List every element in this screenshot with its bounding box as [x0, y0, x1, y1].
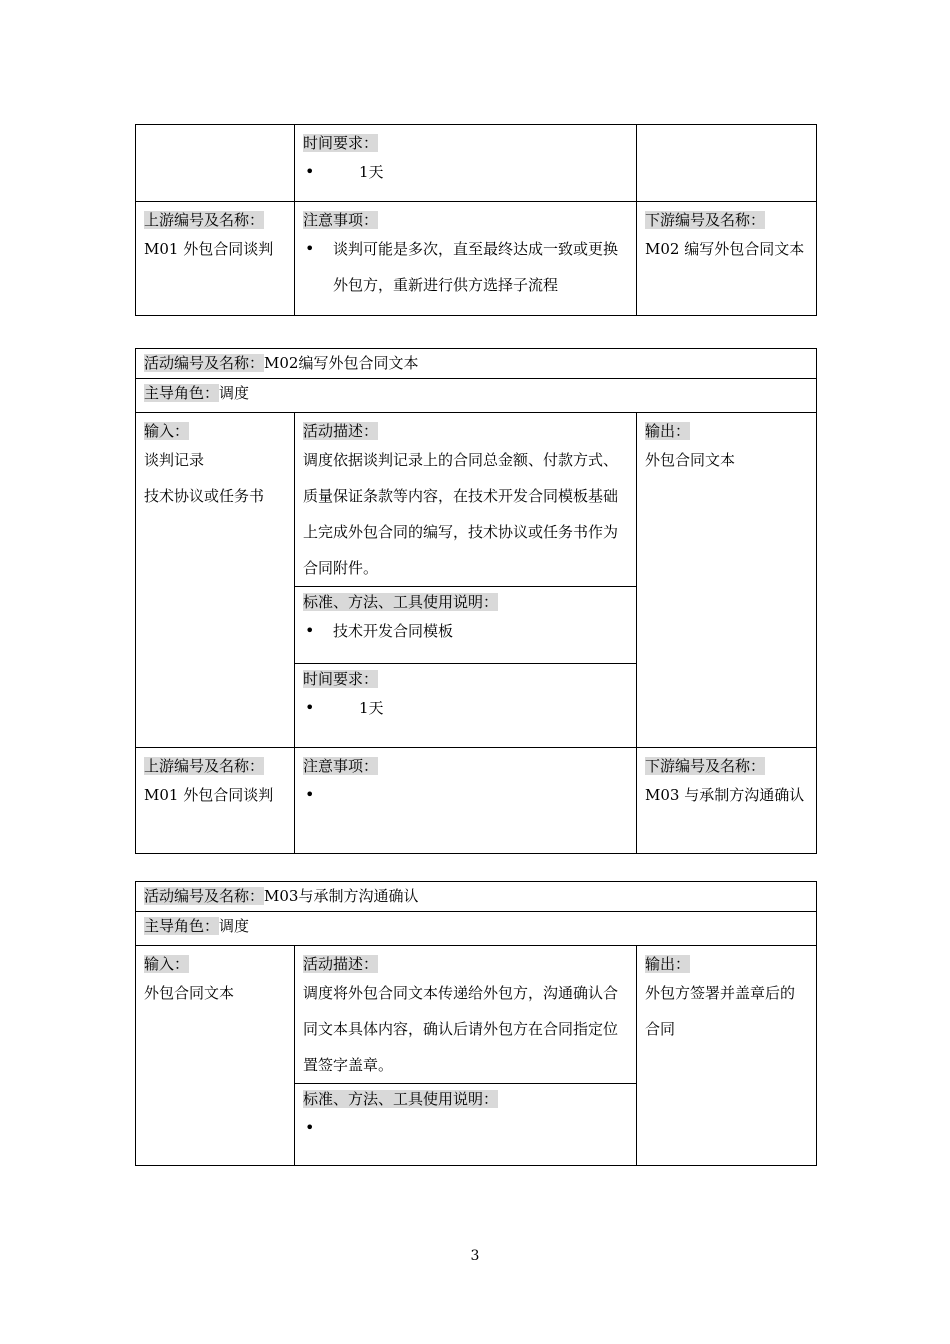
- tools-label: 标准、方法、工具使用说明：: [303, 593, 499, 611]
- list-item: • 1天: [303, 154, 628, 190]
- output-label: 输出：: [645, 955, 691, 973]
- activity-header-cell: [136, 882, 817, 912]
- description-label: 活动描述：: [303, 955, 379, 973]
- notes-list: [303, 231, 628, 303]
- list-item: • 1天: [303, 690, 628, 726]
- role-label: 主导角色：: [144, 384, 220, 402]
- input-cell: [136, 946, 295, 1166]
- downstream-label: 下游编号及名称：: [645, 211, 766, 229]
- upstream-label: 上游编号及名称：: [144, 757, 265, 775]
- downstream-cell: [637, 748, 817, 854]
- input-cell: [136, 413, 295, 748]
- time-requirement-label: 时间要求：: [303, 670, 379, 688]
- page-number: 3: [470, 1248, 480, 1264]
- input-item: 技术协议或任务书: [144, 487, 265, 505]
- input-label: 输入：: [144, 422, 190, 440]
- upstream-cell: [136, 748, 295, 854]
- notes-cell: [295, 202, 637, 316]
- activity-label: 活动编号及名称：: [144, 354, 265, 372]
- list-item: • 技术开发合同模板: [303, 613, 628, 649]
- upstream-cell: [136, 202, 295, 316]
- upstream-value: M01 外包合同谈判: [144, 786, 274, 804]
- description-cell: [295, 413, 637, 748]
- activity-header-cell: [136, 349, 817, 379]
- list-item: [303, 1110, 628, 1146]
- output-label: 输出：: [645, 422, 691, 440]
- upstream-label: 上游编号及名称：: [144, 211, 265, 229]
- empty-cell: [136, 125, 295, 202]
- time-requirement-list: [303, 690, 628, 726]
- output-value: 外包方签署并盖章后的合同: [645, 984, 796, 1038]
- role-value: 调度: [219, 917, 250, 935]
- tools-section: [295, 1083, 636, 1146]
- input-item: 谈判记录: [144, 451, 205, 469]
- downstream-label: 下游编号及名称：: [645, 757, 766, 775]
- notes-label: 注意事项：: [303, 757, 379, 775]
- role-value: 调度: [219, 384, 250, 402]
- input-item: 外包合同文本: [144, 984, 235, 1002]
- empty-cell: [637, 125, 817, 202]
- tools-label: 标准、方法、工具使用说明：: [303, 1090, 499, 1108]
- time-requirement-cell: [295, 125, 637, 202]
- list-item: [303, 777, 628, 813]
- downstream-value: M02 编写外包合同文本: [645, 240, 805, 258]
- time-requirement-label: 时间要求：: [303, 134, 379, 152]
- activity-label: 活动编号及名称：: [144, 887, 265, 905]
- output-cell: [637, 946, 817, 1166]
- upstream-value: M01 外包合同谈判: [144, 240, 274, 258]
- notes-list: [303, 777, 628, 813]
- input-label: 输入：: [144, 955, 190, 973]
- downstream-cell: [637, 202, 817, 316]
- list-item: • 谈判可能是多次，直至最终达成一致或更换外包方，重新进行供方选择子流程: [303, 231, 628, 303]
- downstream-value: M03 与承制方沟通确认: [645, 786, 805, 804]
- role-cell: [136, 912, 817, 946]
- time-requirement-section: [295, 663, 636, 726]
- description-text: 调度将外包合同文本传递给外包方，沟通确认合同文本具体内容，确认后请外包方在合同指定位置签字盖章。: [303, 984, 619, 1074]
- activity-table-m01-continued: [135, 124, 817, 316]
- activity-table-m02: [135, 348, 817, 854]
- tools-list: [303, 613, 628, 649]
- activity-value: M02编写外包合同文本: [264, 354, 419, 372]
- role-label: 主导角色：: [144, 917, 220, 935]
- activity-value: M03与承制方沟通确认: [264, 887, 419, 905]
- description-label: 活动描述：: [303, 422, 379, 440]
- tools-list: [303, 1110, 628, 1146]
- output-value: 外包合同文本: [645, 451, 736, 469]
- description-text: 调度依据谈判记录上的合同总金额、付款方式、质量保证条款等内容，在技术开发合同模板基础上完成外包合同的编写，技术协议或任务书作为合同附件。: [303, 451, 619, 577]
- notes-cell: [295, 748, 637, 854]
- tools-section: [295, 586, 636, 663]
- role-cell: [136, 379, 817, 413]
- description-cell: [295, 946, 637, 1166]
- time-requirement-list: [303, 154, 628, 190]
- notes-label: 注意事项：: [303, 211, 379, 229]
- output-cell: [637, 413, 817, 748]
- activity-table-m03: [135, 881, 817, 1166]
